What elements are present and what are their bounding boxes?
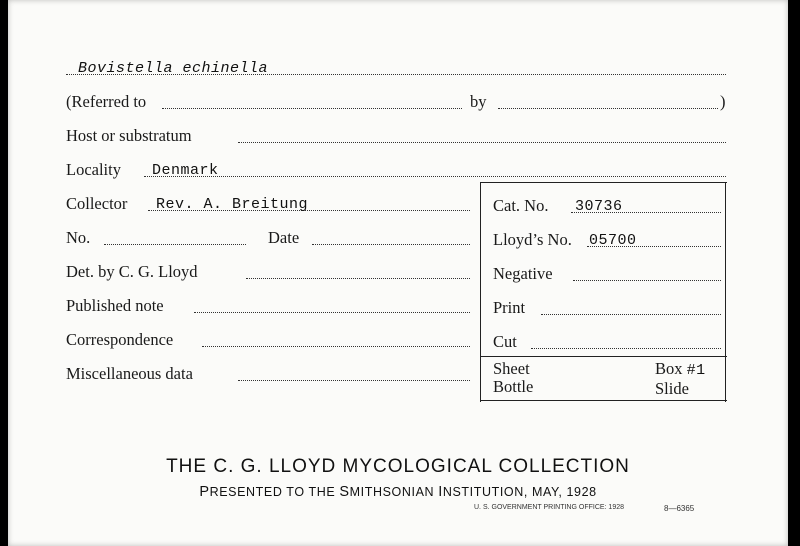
box-slide-labels [655, 360, 706, 398]
box-divider [481, 356, 727, 357]
collection-heading: THE C. G. LLOYD MYCOLOGICAL COLLECTION [166, 456, 630, 477]
slide-label: Slide [655, 379, 689, 398]
cat-value: 30736 [575, 198, 623, 215]
cut-dotted-line [531, 348, 721, 349]
bottle-label: Bottle [493, 377, 534, 396]
date-label: Date [268, 228, 300, 247]
collector-row [66, 192, 470, 216]
print-row [493, 296, 721, 320]
host-dotted-line [238, 142, 726, 143]
no-dotted-line [104, 244, 246, 245]
form-number: 8—6365 [664, 504, 695, 513]
det-dotted-line [246, 278, 470, 279]
presented-rest: RESENTED TO THE [209, 485, 340, 499]
locality-dotted-line [144, 176, 726, 177]
correspondence-dotted-line [202, 346, 470, 347]
misc-dotted-line [238, 380, 470, 381]
institution-rest: NSTITUTION, MAY, 1928 [442, 485, 597, 499]
presented-initial: P [199, 484, 210, 500]
species-row [66, 56, 726, 80]
cat-label: Cat. No. [493, 196, 549, 215]
referred-label: (Referred to [66, 92, 147, 111]
det-row [66, 260, 470, 284]
close-paren: ) [720, 92, 726, 111]
host-row [66, 124, 726, 148]
smithsonian-initial: S [339, 484, 350, 500]
referred-dotted-line [162, 108, 462, 109]
locality-value: Denmark [152, 162, 219, 179]
sheet-label: Sheet [493, 359, 530, 378]
species-name: Bovistella echinella [78, 60, 269, 77]
by-label: by [470, 92, 487, 111]
no-label: No. [66, 228, 91, 247]
correspondence-label: Correspondence [66, 330, 174, 349]
print-label: Print [493, 298, 526, 317]
lloyd-value: 05700 [589, 232, 637, 249]
institution-initial: I [438, 484, 443, 500]
by-dotted-line [498, 108, 718, 109]
cat-row [493, 194, 721, 218]
box-value: #1 [686, 362, 706, 379]
host-label: Host or substratum [66, 126, 192, 145]
sheet-bottle-labels [493, 360, 533, 396]
smithsonian-rest: MITHSONIAN [349, 485, 439, 499]
negative-label: Negative [493, 264, 553, 283]
lloyd-row [493, 228, 721, 252]
misc-label: Miscellaneous data [66, 364, 193, 383]
published-row [66, 294, 470, 318]
specimen-card [8, 0, 788, 546]
presented-subheading [8, 484, 788, 500]
cut-label: Cut [493, 332, 517, 351]
correspondence-row [66, 328, 470, 352]
locality-row [66, 158, 726, 182]
referred-row [66, 90, 730, 114]
number-date-row [66, 226, 470, 250]
negative-dotted-line [573, 280, 721, 281]
collector-label: Collector [66, 194, 128, 213]
published-dotted-line [194, 312, 470, 313]
date-dotted-line [312, 244, 470, 245]
misc-row [66, 362, 470, 386]
lloyd-label: Lloyd’s No. [493, 230, 572, 249]
cut-row [493, 330, 721, 354]
published-label: Published note [66, 296, 164, 315]
det-label: Det. by C. G. Lloyd [66, 262, 198, 281]
box-bottom-border [481, 400, 727, 401]
print-dotted-line [541, 314, 721, 315]
catalog-box [480, 182, 726, 402]
box-label: Box [655, 359, 683, 378]
box-number-line [655, 360, 706, 380]
box-top-border [481, 182, 727, 183]
collector-value: Rev. A. Breitung [156, 196, 309, 213]
negative-row [493, 262, 721, 286]
locality-label: Locality [66, 160, 121, 179]
printing-office-note: U. S. GOVERNMENT PRINTING OFFICE: 1928 [474, 504, 625, 511]
